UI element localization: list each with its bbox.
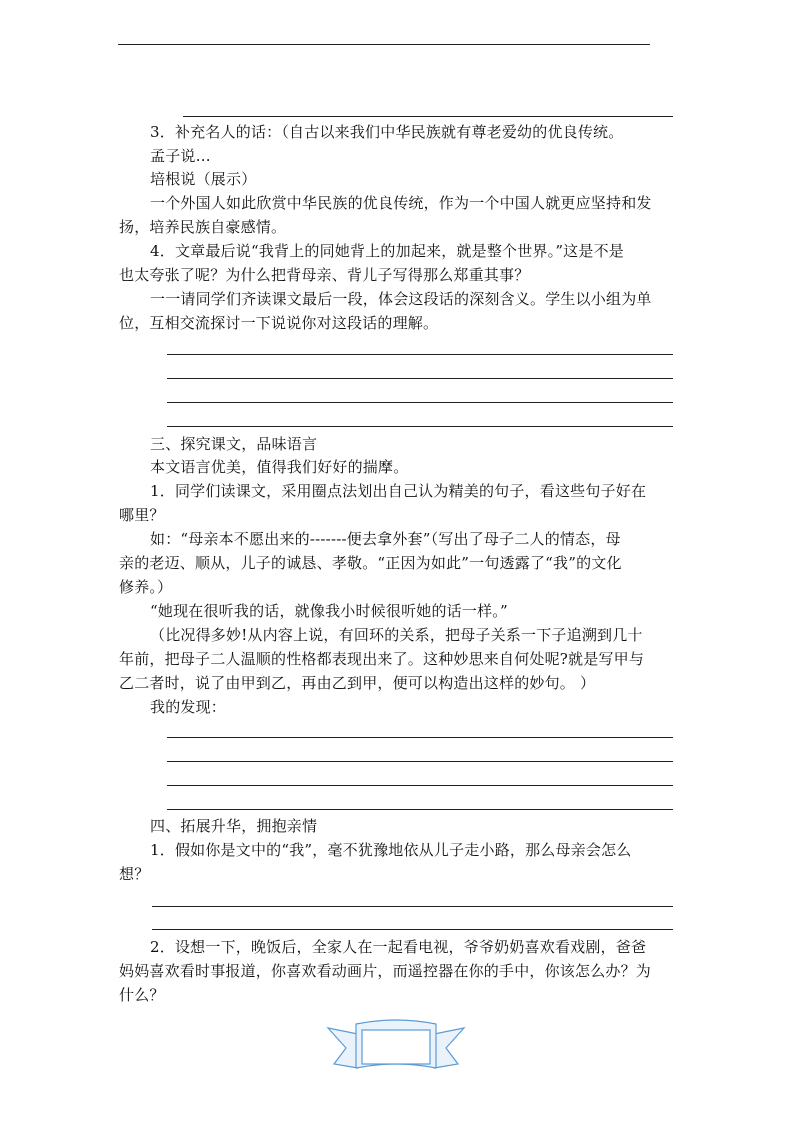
- text-line: 位，互相交流探讨一下说说你对这段话的理解。: [119, 314, 439, 332]
- text-line: 亲的老迈、顺从，儿子的诚恳、孝敬。“正因为如此”一句透露了“我”的文化: [119, 554, 622, 572]
- answer-line: [167, 785, 673, 786]
- text-line: 一一请同学们齐读课文最后一段，体会这段话的深刻含义。学生以小组为单: [150, 290, 652, 308]
- text-line: “她现在很听我的话，就像我小时候很听她的话一样。”: [150, 602, 508, 620]
- answer-line: [152, 906, 673, 907]
- answer-line: [167, 737, 673, 738]
- text-line: （比况得多妙!从内容上说，有回环的关系，把母子关系一下子追溯到几十: [150, 626, 643, 644]
- text-line: 1．同学们读课文，采用圈点法划出自己认为精美的句子，看这些句子好在: [150, 482, 647, 500]
- section-heading: 四、拓展升华，拥抱亲情: [150, 817, 318, 835]
- text-line: 修养。）: [119, 578, 173, 596]
- answer-line: [183, 116, 673, 117]
- text-line: 2．设想一下，晚饭后，全家人在一起看电视，爷爷奶奶喜欢看戏剧，爸爸: [150, 938, 647, 956]
- text-line: 培根说（展示）: [150, 170, 257, 188]
- ribbon-banner-icon: [326, 1016, 466, 1078]
- answer-line: [167, 378, 673, 379]
- text-line: 扬，培养民族自豪感情。: [119, 218, 287, 236]
- text-line: 什么？: [119, 986, 165, 1004]
- text-line: 哪里？: [119, 506, 165, 524]
- text-line: 也太夸张了呢？为什么把背母亲、背儿子写得那么郑重其事？: [119, 266, 530, 284]
- text-line: 孟子说…: [150, 147, 211, 165]
- answer-line: [167, 761, 673, 762]
- text-line: 4．文章最后说“我背上的同她背上的加起来，就是整个世界。”这是不是: [150, 242, 624, 260]
- answer-line: [152, 929, 673, 930]
- text-line: 乙二者时，说了由甲到乙，再由乙到甲，便可以构造出这样的妙句。 ）: [119, 674, 596, 692]
- header-rule: [118, 44, 650, 45]
- text-line: 3．补充名人的话：（自古以来我们中华民族就有尊老爱幼的优良传统。: [150, 123, 624, 141]
- text-line: 妈妈喜欢看时事报道，你喜欢看动画片，而遥控器在你的手中，你该怎么办？为: [119, 962, 652, 980]
- text-line: 本文语言优美，值得我们好好的揣摩。: [150, 458, 409, 476]
- text-line: 年前，把母子二人温顺的性格都表现出来了。这种妙思来自何处呢?就是写甲与: [119, 650, 645, 668]
- answer-line: [167, 426, 673, 427]
- text-line: 想？: [119, 865, 150, 883]
- text-line: 我的发现：: [150, 698, 227, 716]
- text-line: 1．假如你是文中的“我”，毫不犹豫地依从儿子走小路，那么母亲会怎么: [150, 841, 632, 859]
- text-line: 如：“母亲本不愿出来的-------便去拿外套”（写出了母子二人的情态，母: [150, 530, 621, 548]
- answer-line: [167, 809, 673, 810]
- answer-line: [167, 402, 673, 403]
- section-heading: 三、探究课文，品味语言: [150, 435, 318, 453]
- answer-line: [167, 354, 673, 355]
- text-line: 一个外国人如此欣赏中华民族的优良传统，作为一个中国人就更应坚持和发: [150, 194, 652, 212]
